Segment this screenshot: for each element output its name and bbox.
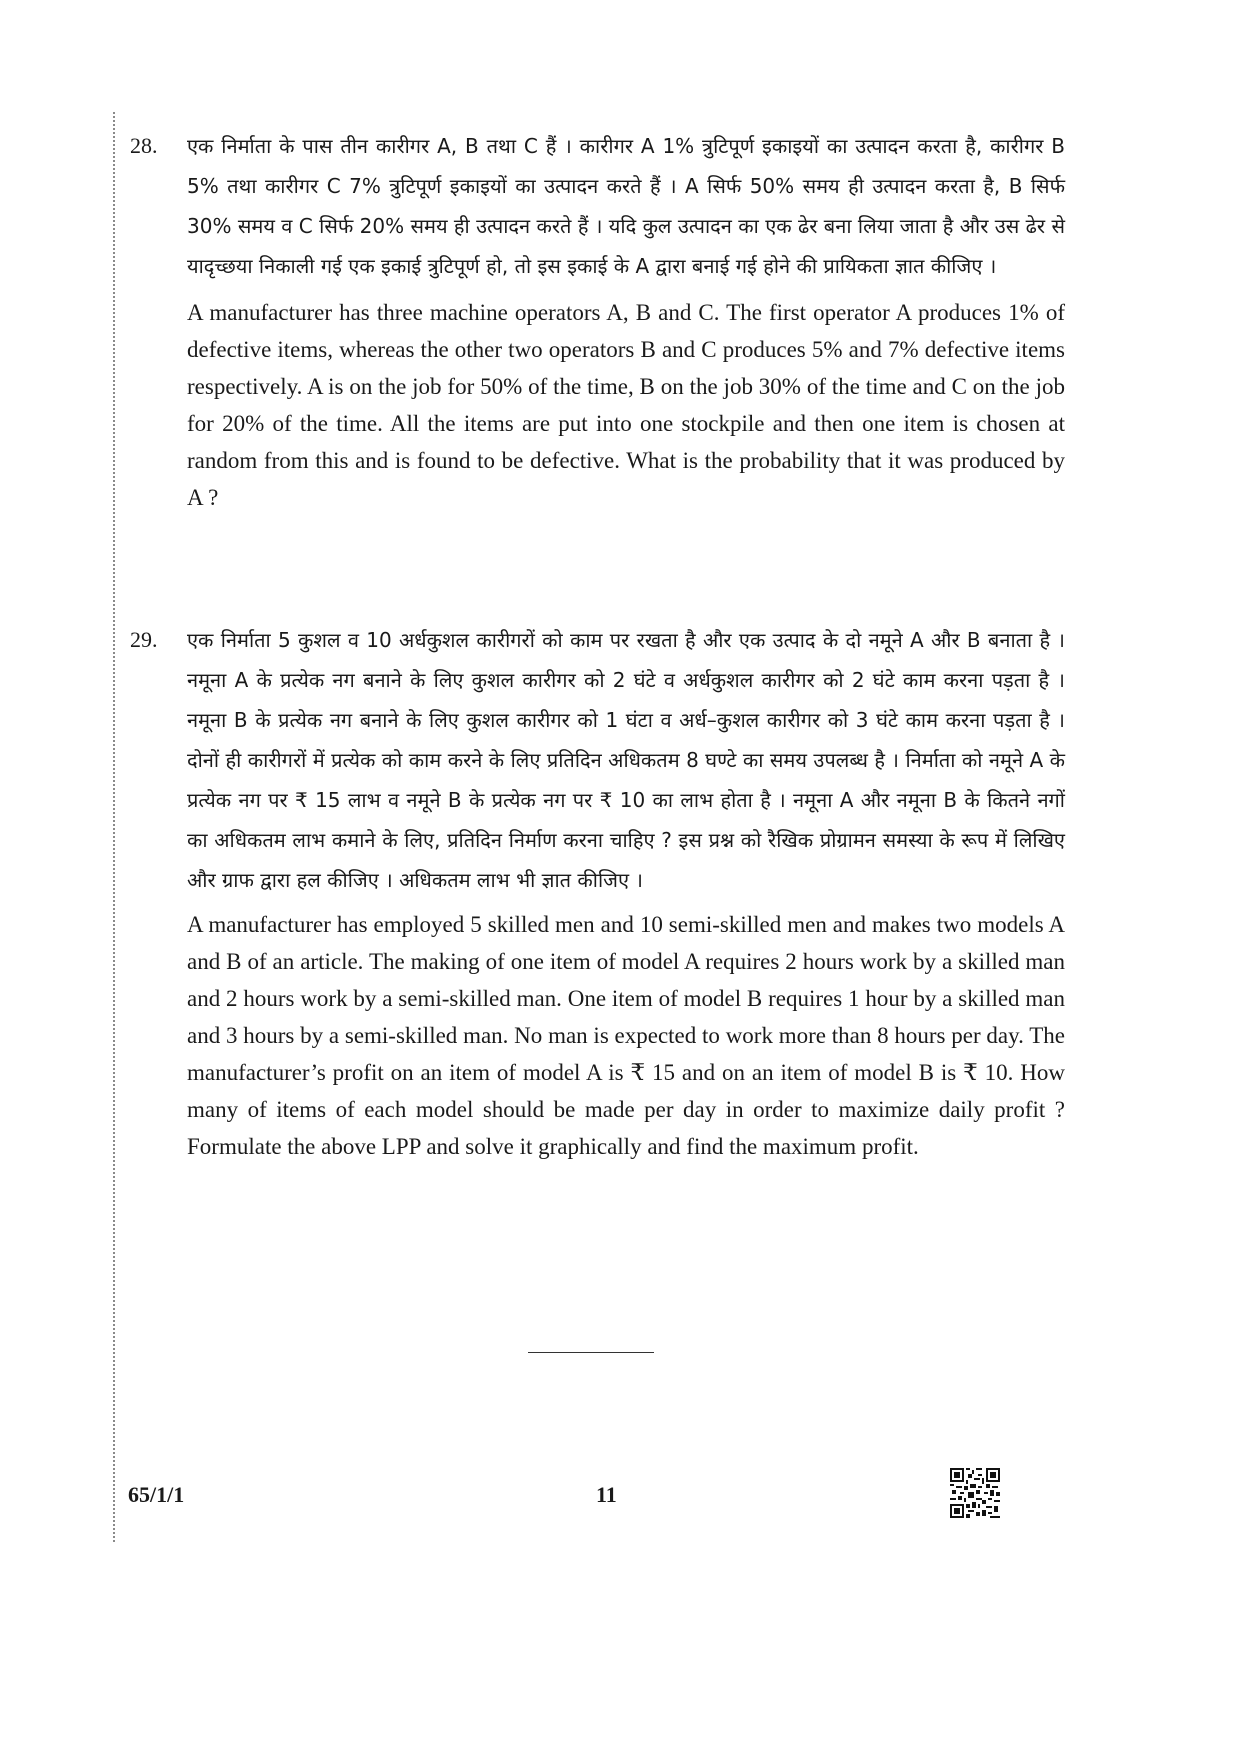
question-body: [187, 126, 1065, 516]
question-text-english: A manufacturer has employed 5 skilled men and 10 semi-skilled men and makes two models A and B of an article. The making of one item of model A requires 2 hours work by a skilled man and 2 hours work by a semi-skilled man. One item of model B requires 1 hour by a skilled man and 3 hours by a semi-skilled man. No man is expected to work more than 8 hours per day. The manufacturer’s profit on an item of model A is ₹ 15 and on an item of model B is ₹ 10. How many of items of each model should be made per day in order to maximize daily profit ? Formulate the above LPP and solve it graphically and find the maximum profit.: [187, 912, 1065, 1159]
page-number: 11: [596, 1482, 617, 1507]
question-text-english: A manufacturer has three machine operators A, B and C. The first operator A produces 1% of defective items, whereas the other two operators B and C produces 5% and 7% defective items respectively. A is on the job for 50% of the time, B on the job 30% of the time and C on the job for 20% of the time. All the items are put into one stockpile and then one item is chosen at random from this and is found to be defective. What is the probability that it was produced by A ?: [187, 300, 1065, 510]
question-text-hindi: एक निर्माता 5 कुशल व 10 अर्धकुशल कारीगरों को काम पर रखता है और एक उत्पाद के दो नमूने A और B बनाता है । नमूना A के प्रत्येक नग बनाने के लिए कुशल कारीगर को 2 घंटे व अर्धकुशल कारीगर को 2 घंटे काम करना पड़ता है । नमूना B के प्रत्येक नग बनाने के लिए कुशल कारीगर को 1 घंटा व अर्ध–कुशल कारीगर को 3 घंटे काम करना पड़ता है । दोनों ही कारीगरों में प्रत्येक को काम करने के लिए प्रतिदिन अधिकतम 8 घण्टे का समय उपलब्ध है । निर्माता को नमूने A के प्रत्येक नग पर ₹ 15 लाभ व नमूने B के प्रत्येक नग पर ₹ 10 का लाभ होता है । नमूना A और नमूना B के कितने नगों का अधिकतम लाभ कमाने के लिए, प्रतिदिन निर्माण करना चाहिए ? इस प्रश्न को रैखिक प्रोग्रामन समस्या के रूप में लिखिए और ग्राफ द्वारा हल कीजिए । अधिकतम लाभ भी ज्ञात कीजिए ।: [187, 628, 1065, 892]
end-of-section-rule: [528, 1352, 654, 1353]
margin-perforation-line: [113, 112, 115, 1542]
question-number: 28.: [130, 133, 158, 158]
qr-code-icon: [950, 1468, 1000, 1518]
paper-code: 65/1/1: [128, 1482, 185, 1507]
question-number: 29.: [130, 627, 158, 652]
question-body: [187, 620, 1065, 1165]
question-text-hindi: एक निर्माता के पास तीन कारीगर A, B तथा C हैं । कारीगर A 1% त्रुटिपूर्ण इकाइयों का उत्पादन करता है, कारीगर B 5% तथा कारीगर C 7% त्रुटिपूर्ण इकाइयों का उत्पादन करते हैं । A सिर्फ 50% समय ही उत्पादन करता है, B सिर्फ 30% समय व C सिर्फ 20% समय ही उत्पादन करते हैं । यदि कुल उत्पादन का एक ढेर बना लिया जाता है और उस ढेर से यादृच्छया निकाली गई एक इकाई त्रुटिपूर्ण हो, तो इस इकाई के A द्वारा बनाई गई होने की प्रायिकता ज्ञात कीजिए ।: [187, 134, 1065, 278]
